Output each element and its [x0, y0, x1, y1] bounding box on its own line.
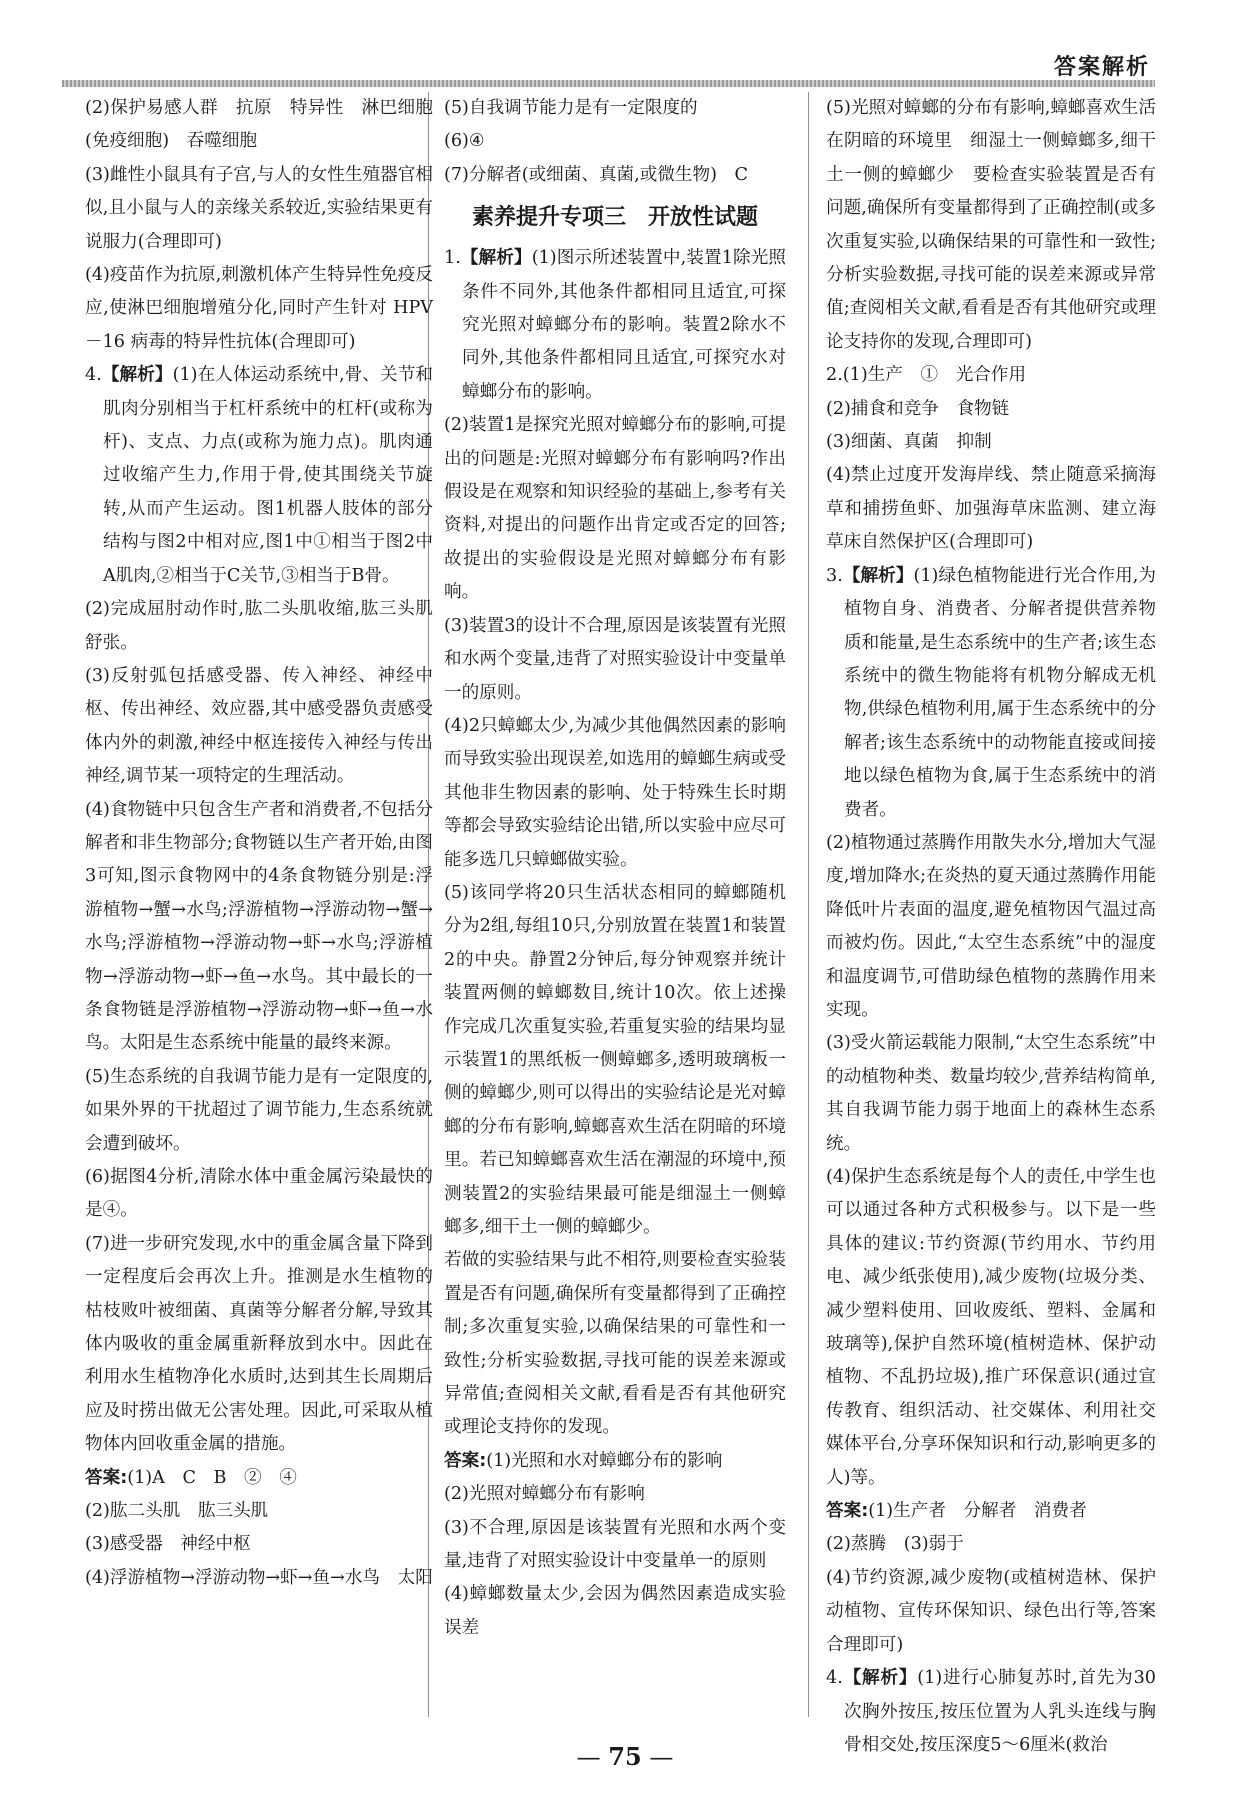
paragraph: [826, 92, 1156, 359]
paragraph: [444, 1512, 786, 1579]
paragraph-text: (3)受火箭运载能力限制,“太空生态系统”中的动植物种类、数量均较少,营养结构简单,其自我调节能力弱于地面上的森林生态系统。: [826, 1033, 1157, 1154]
paragraph-text: (5)自我调节能力是有一定限度的: [444, 98, 698, 118]
paragraph-text: (4)节约资源,减少废物(或植树造林、保护动植物、宣传环保知识、绿色出行等,答案合理即可): [826, 1567, 1156, 1655]
paragraph-text: (5)该同学将20只生活状态相同的蟑螂随机分为2组,每组10只,分别放置在装置1和装置2的中央。静置2分钟后,每分钟观察并统计装置两侧的蟑螂数目,统计10次。依上述操作完成几次重复实验,若重复实验的结果均显示装置1的黑纸板一侧蟑螂多,透明玻璃板一侧的蟑螂少,则可以得出的实验结论是光对蟑螂的分布有影响,蟑螂喜欢生活在阴暗的环境里。若已知蟑螂喜欢生活在潮湿的环境中,预测装置2的实验结果最可能是细湿土一侧蟑螂多,细干土一侧的蟑螂少。: [444, 882, 786, 1237]
paragraph-text: (4)2只蟑螂太少,为减少其他偶然因素的影响而导致实验出现误差,如选用的蟑螂生病或受其他非生物因素的影响、处于特殊生长时期等都会导致实验结论出错,所以实验中应尽可能多选几只蟑螂做实验。: [444, 715, 786, 870]
paragraph-text: (2)光照对蟑螂分布有影响: [444, 1484, 645, 1505]
paragraph: [444, 242, 786, 409]
paragraph-text: (4)疫苗作为抗原,刺激机体产生特异性免疫反应,使淋巴细胞增殖分化,同时产生针对 HPV－16 病毒的特异性抗体(合理即可): [85, 265, 433, 352]
paragraph-text: (4)浮游植物→浮游动物→虾→鱼→水鸟 太阳: [85, 1567, 433, 1588]
answer-label: 答案:: [85, 1467, 128, 1488]
section-title: 素养提升专项三 开放性试题: [471, 205, 758, 231]
paragraph: [85, 1462, 433, 1495]
paragraph-text: (4)禁止过度开发海岸线、禁止随意采摘海草和捕捞鱼虾、加强海草床监测、建立海草床自然保护区(合理即可): [826, 465, 1156, 553]
paragraph: [85, 1228, 433, 1462]
paragraph: [85, 593, 433, 660]
item-number: 2.: [826, 365, 843, 386]
paragraph-text: (2)捕食和竞争 食物链: [826, 398, 1010, 419]
paragraph: [85, 1562, 433, 1595]
paragraph: [826, 827, 1156, 1027]
paragraph-text: (3)反射弧包括感受器、传入神经、神经中枢、传出神经、效应器,其中感受器负责感受体内外的刺激,神经中枢连接传入神经与传出神经,调节某一项特定的生理活动。: [85, 665, 433, 787]
paragraph: [826, 1528, 1156, 1561]
paragraph: [826, 1495, 1156, 1528]
paragraph: [444, 1244, 786, 1444]
paragraph-text: (2)植物通过蒸腾作用散失水分,增加大气湿度,增加降水;在炎热的夏天通过蒸腾作用能降低叶片表面的温度,避免植物因气温过高而被灼伤。因此,“太空生态系统”中的湿度和温度调节,可借助绿色植物的蒸腾作用来实现。: [826, 832, 1156, 1020]
analysis-label: 【解析】: [842, 1668, 918, 1689]
paragraph: [444, 1578, 786, 1645]
paragraph-text: (1)光照和水对蟑螂分布的影响: [486, 1450, 723, 1471]
paragraph-text: (2)蒸腾 (3)弱于: [826, 1534, 964, 1555]
paragraph: [826, 1161, 1156, 1495]
paragraph: [444, 409, 786, 609]
column-middle: [444, 92, 786, 1645]
paragraph: [826, 359, 1156, 392]
column-middle-top: [444, 92, 786, 192]
paragraph-text: (2)肱二头肌 肱三头肌: [85, 1501, 269, 1522]
paragraph: [826, 1027, 1156, 1161]
page-number-value: 75: [608, 1742, 642, 1771]
column-left: [85, 92, 433, 1595]
paragraph: [826, 426, 1156, 459]
paragraph-text: (1)在人体运动系统中,骨、关节和肌肉分别相当于杠杆系统中的杠杆(或称为杆)、支点、力点(或称为施力点)。肌肉通过收缩产生力,作用于骨,使其围绕关节旋转,从而产生运动。图1机器人肢体的部分结构与图2中相对应,图1中①相当于图2中A肌肉,②相当于C关节,③相当于B骨。: [103, 365, 433, 586]
column-right: [826, 92, 1156, 1762]
paragraph: [85, 92, 433, 159]
paragraph-text: (1)绿色植物能进行光合作用,为植物自身、消费者、分解者提供营养物质和能量,是生态系统中的生产者;该生态系统中的微生物能将有机物分解成无机物,供绿色植物利用,属于生态系统中的分解者;该生态系统中的动物能直接或间接地以绿色植物为食,属于生态系统中的消费者。: [844, 565, 1156, 820]
paragraph-text: (4)保护生态系统是每个人的责任,中学生也可以通过各种方式积极参与。以下是一些具体的建议:节约资源(节约用水、节约用电、减少纸张使用),减少废物(垃圾分类、减少塑料使用、回收废纸、塑料、金属和玻璃等),保护自然环境(植树造林、保护动植物、不乱扔垃圾),推广环保意识(通过宣传教育、组织活动、社交媒体、利用社交媒体平台,分享环保知识和行动,影响更多的人)等。: [826, 1167, 1156, 1488]
paragraph-text: (2)装置1是探究光照对蟑螂分布的影响,可提出的问题是:光照对蟑螂分布有影响吗?作出假设是在观察和知识经验的基础上,参考有关资料,对提出的问题作出肯定或否定的回答;故提出的实验假设是光照对蟑螂分布有影响。: [444, 415, 786, 603]
page-number: — 75 —: [576, 1742, 674, 1771]
paragraph: [85, 794, 433, 1061]
paragraph-text: (1)进行心肺复苏时,首先为30次胸外按压,按压位置为人乳头连线与胸骨相交处,按压深度5～6厘米(救治: [844, 1668, 1156, 1755]
paragraph: [85, 359, 433, 593]
paragraph-text: (3)雌性小鼠具有子宫,与人的女性生殖器官相似,且小鼠与人的亲缘关系较近,实验结果更有说服力(合理即可): [85, 164, 433, 252]
column-divider: [808, 92, 809, 1717]
paragraph-text: (3)不合理,原因是该装置有光照和水两个变量,违背了对照实验设计中变量单一的原则: [444, 1517, 786, 1572]
paragraph-text: (4)蟑螂数量太少,会因为偶然因素造成实验误差: [444, 1584, 786, 1638]
paragraph-text: (3)感受器 神经中枢: [85, 1534, 251, 1555]
paragraph-text: (2)完成屈肘动作时,肱二头肌收缩,肱三头肌舒张。: [85, 599, 433, 653]
answer-label: 答案:: [826, 1501, 869, 1522]
paragraph: [826, 560, 1156, 827]
paragraph: [444, 125, 786, 158]
column-middle-main: [444, 242, 786, 1645]
paragraph-text: (1)A C B ② ④: [127, 1467, 297, 1488]
paragraph-text: (6)④: [444, 131, 485, 152]
header-title: 答案解析: [1053, 55, 1150, 80]
analysis-label: 【解析】: [842, 565, 914, 586]
paragraph: [85, 1495, 433, 1528]
item-number: 4.: [85, 365, 102, 386]
paragraph: [444, 877, 786, 1244]
paragraph-text: (1)生产 ① 光合作用: [842, 365, 1027, 386]
paragraph-text: (7)分解者(或细菌、真菌,或微生物) C: [444, 164, 749, 185]
paragraph-text: (4)食物链中只包含生产者和消费者,不包括分解者和非生物部分;食物链以生产者开始,由图3可知,图示食物网中的4条食物链分别是:浮游植物→蟹→水鸟;浮游植物→浮游动物→蟹→水鸟;浮游植物→浮游动物→虾→水鸟;浮游植物→浮游动物→虾→鱼→水鸟。其中最长的一条食物链是浮游植物→浮游动物→虾→鱼→水鸟。太阳是生态系统中能量的最终来源。: [85, 799, 433, 1054]
paragraph: [85, 660, 433, 794]
paragraph: [85, 1061, 433, 1161]
paragraph: [444, 1445, 786, 1478]
paragraph: [826, 459, 1156, 559]
item-number: 4.: [826, 1668, 843, 1689]
paragraph: [85, 1528, 433, 1561]
analysis-label: 【解析】: [101, 365, 173, 386]
paragraph: [85, 259, 433, 359]
paragraph: [444, 159, 786, 192]
item-number: 3.: [826, 565, 843, 586]
paragraph: [444, 610, 786, 710]
paragraph-text: (2)保护易感人群 抗原 特异性 淋巴细胞(免疫细胞) 吞噬细胞: [85, 98, 433, 152]
paragraph-text: (6)据图4分析,清除水体中重金属污染最快的是④。: [85, 1167, 433, 1221]
paragraph: [444, 92, 786, 125]
paragraph-text: (3)细菌、真菌 抑制: [826, 432, 992, 453]
paragraph: [826, 393, 1156, 426]
paragraph-text: (5)生态系统的自我调节能力是有一定限度的,如果外界的干扰超过了调节能力,生态系统就会遭到破坏。: [85, 1066, 433, 1154]
paragraph: [85, 1161, 433, 1228]
paragraph: [444, 1478, 786, 1511]
paragraph-text: (1)图示所述装置中,装置1除光照条件不同外,其他条件都相同且适宜,可探究光照对蟑螂分布的影响。装置2除水不同外,其他条件都相同且适宜,可探究水对蟑螂分布的影响。: [462, 248, 786, 402]
paragraph: [826, 1562, 1156, 1662]
answer-label: 答案:: [444, 1450, 487, 1471]
analysis-label: 【解析】: [460, 248, 532, 269]
paragraph-text: (5)光照对蟑螂的分布有影响,蟑螂喜欢生活在阴暗的环境里 细湿土一侧蟑螂多,细干土一侧的蟑螂少 要检查实验装置是否有问题,确保所有变量都得到了正确控制(或多次重复实验,以确保结果的可靠性和一致性;分析实验数据,寻找可能的误差来源或异常值;查阅相关文献,看看是否有其他研究或理论支持你的发现,合理即可): [826, 98, 1156, 352]
paragraph-text: (7)进一步研究发现,水中的重金属含量下降到一定程度后会再次上升。推测是水生植物的枯枝败叶被细菌、真菌等分解者分解,导致其体内吸收的重金属重新释放到水中。因此在利用水生植物净化水质时,达到其生长周期后应及时捞出做无公害处理。因此,可采取从植物体内回收重金属的措施。: [85, 1233, 433, 1455]
paragraph-text: (1)生产者 分解者 消费者: [868, 1501, 1087, 1522]
paragraph: [444, 710, 786, 877]
paragraph: [85, 159, 433, 259]
item-number: 1.: [444, 248, 461, 269]
header-rule: [62, 80, 1155, 87]
paragraph-text: (3)装置3的设计不合理,原因是该装置有光照和水两个变量,违背了对照实验设计中变量单一的原则。: [444, 615, 786, 703]
paragraph-text: 若做的实验结果与此不相符,则要检查实验装置是否有问题,确保所有变量都得到了正确控制;多次重复实验,以确保结果的可靠性和一致性;分析实验数据,寻找可能的误差来源或异常值;查阅相关文献,看看是否有其他研究或理论支持你的发现。: [444, 1250, 786, 1438]
